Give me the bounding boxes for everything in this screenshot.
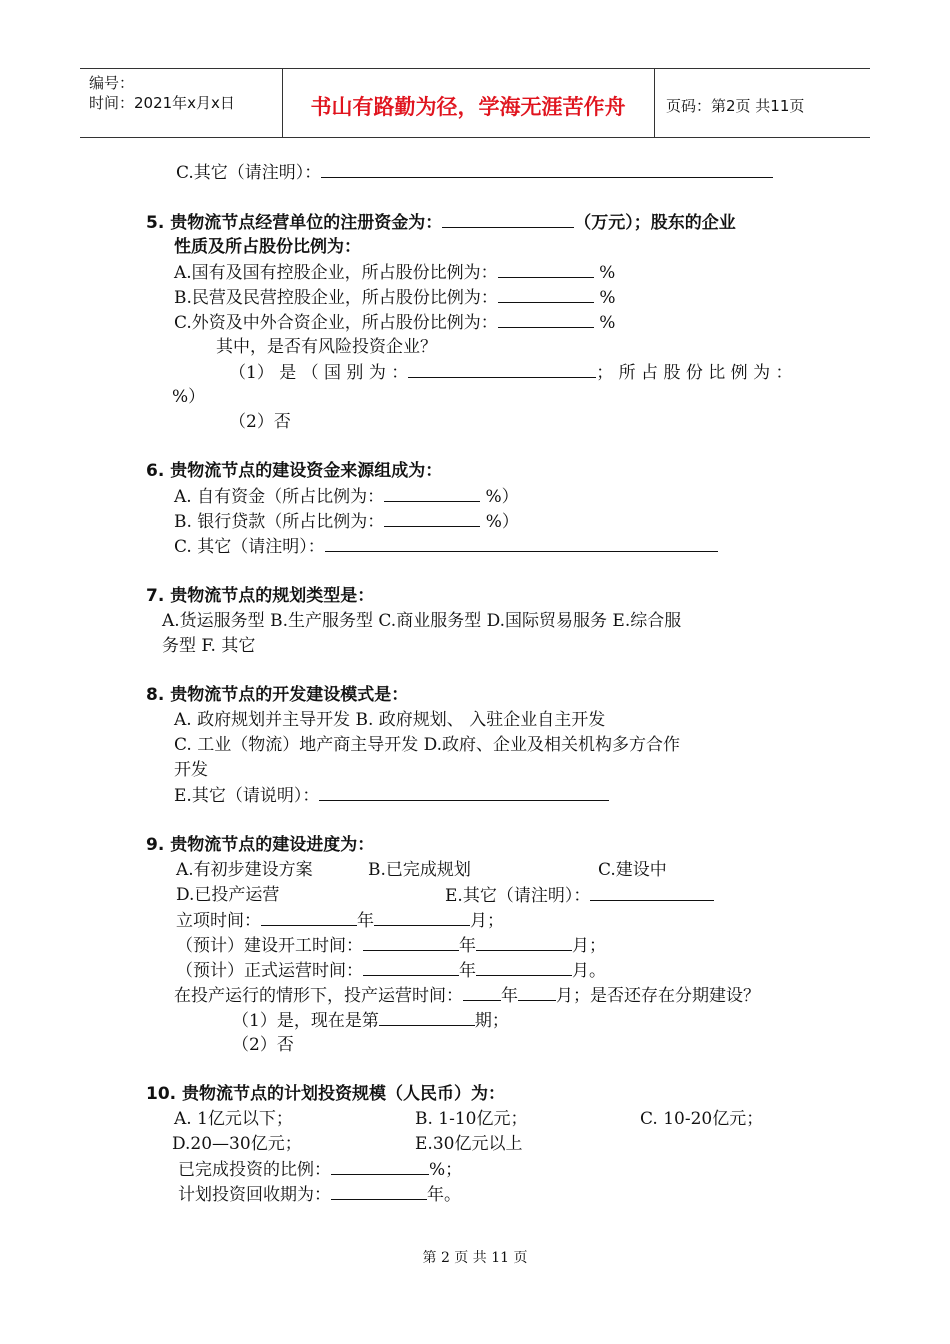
motto-text: 书山有路勤为径，学海无涯苦作舟 — [310, 95, 626, 119]
q8-options-line3: 开发 — [174, 760, 208, 780]
q9-title: 9. 贵物流节点的建设进度为： — [146, 835, 375, 855]
q5-option-b: B.民营及民营控股企业，所占股份比例为： % — [174, 288, 616, 308]
q7-title: 7. 贵物流节点的规划类型是： — [146, 586, 375, 606]
q9-phase-yes: （1）是，现在是第 期； — [232, 1011, 509, 1031]
q6-option-b: B. 银行贷款（所占比例为： %） — [174, 512, 519, 532]
q9-approval-time: 立项时间： 年 月； — [176, 911, 504, 931]
q4-option-c: C.其它（请注明）： — [176, 161, 773, 184]
code-label: 编号： — [89, 74, 135, 92]
q6-option-c: C. 其它（请注明）： — [174, 535, 718, 558]
q9-option-a: A.有初步建设方案 — [176, 860, 313, 880]
q10-option-c: C. 10-20亿元； — [640, 1109, 764, 1129]
q5-sub-no: （2）否 — [229, 412, 291, 432]
q5-option-a: A.国有及国有控股企业，所占股份比例为： % — [174, 263, 616, 283]
q9-option-e: E.其它（请注明）： — [445, 884, 714, 907]
header-right-cell — [655, 69, 870, 137]
fill-blank[interactable] — [442, 211, 574, 228]
fill-blank[interactable] — [498, 286, 594, 303]
fill-blank[interactable] — [363, 934, 459, 951]
fill-blank[interactable] — [379, 1009, 475, 1026]
fill-blank[interactable] — [261, 909, 357, 926]
fill-blank[interactable] — [476, 934, 572, 951]
fill-blank[interactable] — [384, 510, 480, 527]
q8-options-line2: C. 工业（物流）地产商主导开发 D.政府、企业及相关机构多方合作 — [174, 735, 681, 755]
q10-completed-ratio: 已完成投资的比例： %； — [178, 1160, 463, 1180]
q6-option-a: A. 自有资金（所占比例为： %） — [174, 487, 519, 507]
fill-blank[interactable] — [384, 485, 480, 502]
q10-option-d: D.20—30亿元； — [172, 1134, 302, 1154]
q9-option-d: D.已投产运营 — [176, 885, 280, 905]
page-header — [80, 68, 870, 138]
q5-option-c: C.外资及中外合资企业，所占股份比例为： % — [174, 313, 616, 333]
fill-blank[interactable] — [590, 884, 714, 901]
q5-title-cont: 性质及所占股份比例为： — [174, 237, 361, 257]
time-label: 时间：2021年x月x日 — [89, 94, 235, 112]
fill-blank[interactable] — [408, 361, 596, 378]
q5-title: 5. 贵物流节点经营单位的注册资金为： （万元）；股东的企业 — [146, 213, 736, 233]
page-footer: 第 2 页 共 11 页 — [422, 1250, 528, 1266]
q8-option-e: E.其它（请说明）： — [174, 784, 609, 807]
q5-sub-yes-cont: %） — [172, 387, 206, 407]
fill-blank[interactable] — [319, 784, 609, 801]
header-motto-cell — [282, 69, 655, 137]
fill-blank[interactable] — [325, 535, 718, 552]
q9-construction-start: （预计）建设开工时间： 年 月； — [176, 936, 606, 956]
q10-option-e: E.30亿元以上 — [415, 1134, 523, 1154]
q8-options-line1: A. 政府规划并主导开发 B. 政府规划、 入驻企业自主开发 — [174, 710, 606, 730]
q9-option-b: B.已完成规划 — [368, 860, 471, 880]
q5-sub-question: 其中，是否有风险投资企业？ — [216, 337, 437, 357]
q9-operation-start: （预计）正式运营时间： 年 月。 — [176, 961, 606, 981]
page-info: 页码：第2页 共11页 — [666, 97, 805, 115]
fill-blank[interactable] — [363, 959, 459, 976]
q5-sub-yes: （1） 是 （ 国 别 为 ： ； 所 占 股 份 比 例 为 ： — [229, 363, 793, 383]
q7-options-line2: 务型 F. 其它 — [162, 636, 256, 656]
q10-option-a: A. 1亿元以下； — [174, 1109, 293, 1129]
header-left-cell — [80, 69, 283, 137]
fill-blank[interactable] — [518, 984, 556, 1001]
fill-blank[interactable] — [321, 161, 773, 178]
fill-blank[interactable] — [331, 1183, 427, 1200]
fill-blank[interactable] — [498, 311, 594, 328]
q10-title: 10. 贵物流节点的计划投资规模（人民币）为： — [146, 1084, 506, 1104]
q8-title: 8. 贵物流节点的开发建设模式是： — [146, 685, 409, 705]
fill-blank[interactable] — [331, 1158, 429, 1175]
q9-phase-no: （2）否 — [232, 1035, 294, 1055]
fill-blank[interactable] — [476, 959, 572, 976]
fill-blank[interactable] — [498, 261, 594, 278]
q6-title: 6. 贵物流节点的建设资金来源组成为： — [146, 461, 443, 481]
q10-option-b: B. 1-10亿元； — [415, 1109, 528, 1129]
q9-option-c: C.建设中 — [598, 860, 667, 880]
q10-payback-period: 计划投资回收期为： 年。 — [178, 1185, 461, 1205]
q9-operation-question: 在投产运行的情形下，投产运营时间： 年 月；是否还存在分期建设？ — [174, 986, 760, 1006]
fill-blank[interactable] — [374, 909, 470, 926]
fill-blank[interactable] — [463, 984, 501, 1001]
q7-options-line1: A.货运服务型 B.生产服务型 C.商业服务型 D.国际贸易服务 E.综合服 — [162, 611, 682, 631]
